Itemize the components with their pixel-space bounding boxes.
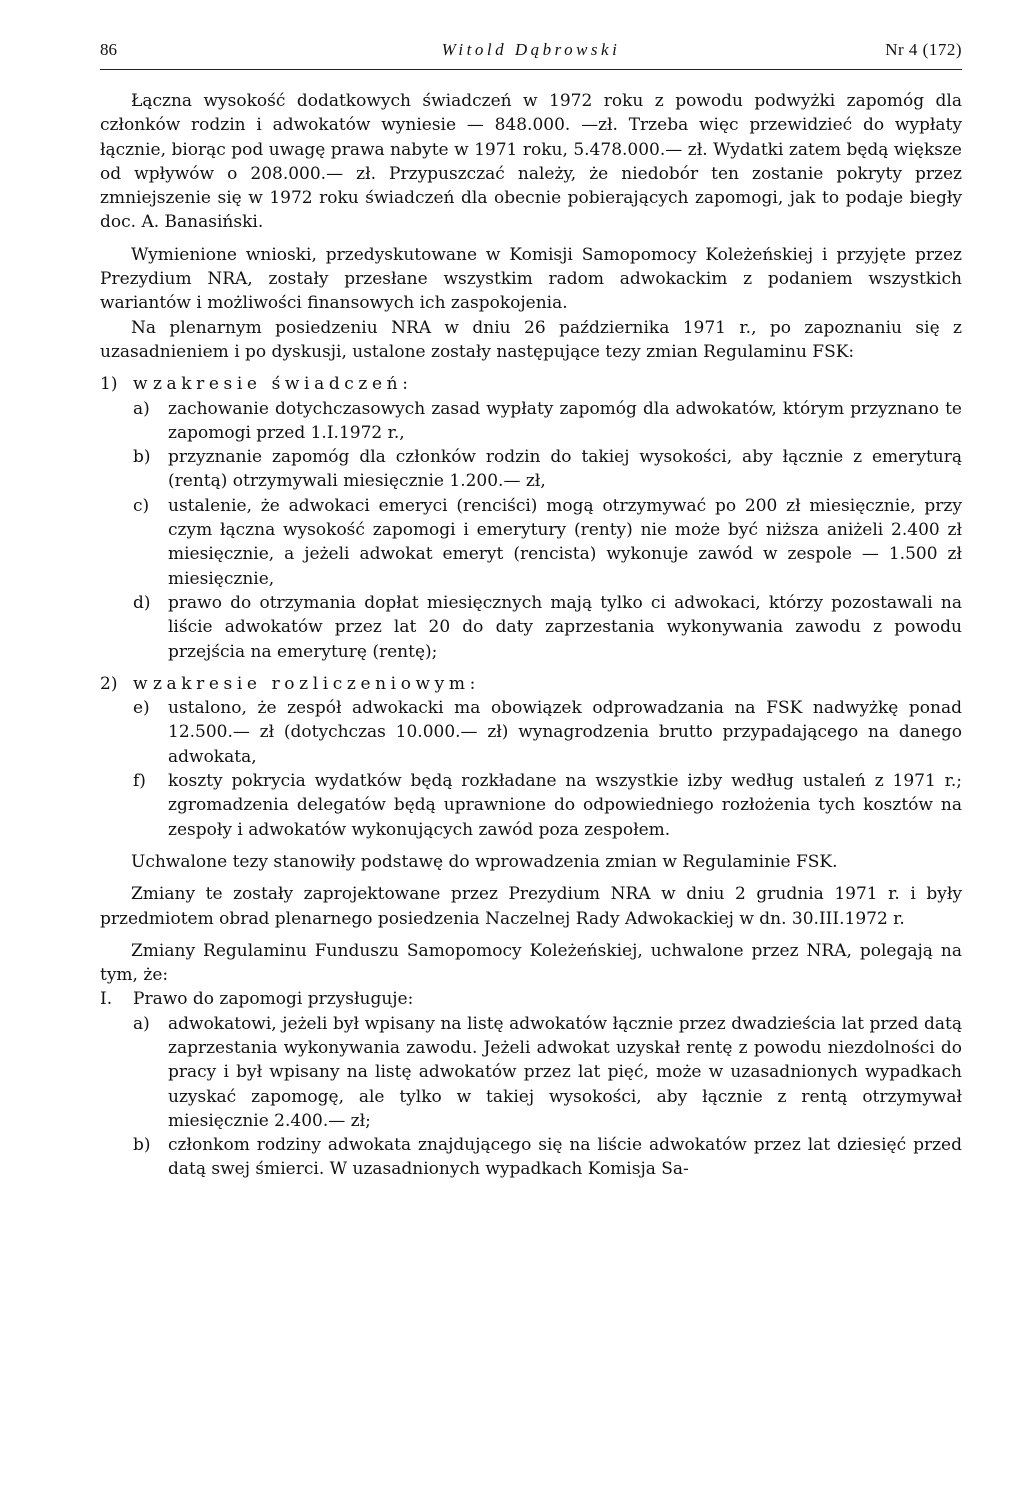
paragraph: Uchwalone tezy stanowiły podstawę do wprowadzenia zmian w Regulaminie FSK. [131, 851, 838, 872]
item-text: przyznanie zapomóg dla członków rodzin do takiej wysokości, aby łącznie z emeryturą (rentą) otrzymywali miesięcznie 1.200.— zł, [168, 447, 962, 492]
item-text: adwokatowi, jeżeli był wpisany na listę adwokatów łącznie przez dwadzieścia lat przed datą zaprzestania wykonywania zawodu. Jeżeli adwokat uzyskał rentę z powodu niezdolności do pracy i był wpisany na listę adwokatów przez lat pięć, może w uzasadnionych wypadkach uzyskać zapomogę, ale tylko w takiej wysokości, aby łącznie z rentą otrzymywał miesięcznie 2.400.— zł; [168, 1013, 962, 1131]
item-text: członkom rodziny adwokata znajdującego się na liście adwokatów przez lat dziesięć przed datą swej śmierci. W uzasadnionych wypadkach Komisja Sa- [168, 1135, 962, 1180]
item-text: zachowanie dotychczasowych zasad wypłaty zapomóg dla adwokatów, którym przyznano te zapomogi przed 1.I.1972 r., [168, 398, 962, 443]
item-label: d) [133, 592, 151, 613]
list-item [100, 1133, 962, 1182]
section-label: I. [100, 989, 113, 1010]
item-label: c) [133, 495, 150, 516]
list-item [100, 696, 962, 769]
item-text: prawo do otrzymania dopłat miesięcznych mają tylko ci adwokaci, którzy pozostawali na liście adwokatów przez lat 20 do daty zaprzestania wykonywania zawodu z powodu przejścia na emeryturę (rentę); [168, 592, 962, 662]
page-header [100, 40, 962, 66]
article-body [100, 89, 962, 1182]
section-title: Prawo do zapomogi przysługuje: [133, 989, 414, 1010]
section-prefix: w [133, 673, 148, 694]
section-prefix: w [133, 374, 148, 395]
paragraph: Zmiany te zostały zaprojektowane przez Prezydium NRA w dniu 2 grudnia 1971 r. i były przedmiotem obrad plenarnego posiedzenia Naczelnej Rady Adwokackiej w dn. 30.III.1972 r. [100, 884, 962, 929]
list-item [100, 769, 962, 842]
section-title: zakresie rozliczeniowym: [152, 673, 480, 694]
list-item [100, 494, 962, 591]
paragraph: Zmiany Regulaminu Funduszu Samopomocy Koleżeńskiej, uchwalone przez NRA, polegają na tym, że: [100, 940, 962, 986]
running-title: Witold Dąbrowski [441, 40, 621, 59]
list-item [100, 397, 962, 446]
header-rule [100, 69, 962, 70]
item-text: ustalenie, że adwokaci emeryci (renciści) mogą otrzymywać po 200 zł miesięcznie, przy czym łączna wysokość zapomogi i emerytury (renty) nie może być niższa aniżeli 2.400 zł miesięcznie, a jeżeli adwokat emeryt (rencista) wykonuje zawód w zespole — 1.500 zł miesięcznie, [168, 495, 962, 589]
item-text: ustalono, że zespół adwokacki ma obowiązek odprowadzania na FSK nadwyżkę ponad 12.500.— zł (dotychczas 10.000.— zł) wynagrodzenia brutto przypadającego na danego adwokata, [168, 698, 962, 767]
page-number: 86 [100, 40, 117, 59]
section-heading [100, 372, 962, 396]
list-item [100, 591, 962, 664]
paragraph: Wymienione wnioski, przedyskutowane w Komisji Samopomocy Koleżeńskiej i przyjęte przez Prezydium NRA, zostały przesłane wszystkim radom adwokackim z podaniem wszystkich wariantów i możliwości finansowych ich zaspokojenia. [100, 244, 962, 314]
item-label: a) [133, 398, 150, 419]
paragraph: Na plenarnym posiedzeniu NRA w dniu 26 października 1971 r., po zapoznaniu się z uzasadnieniem i po dyskusji, ustalone zostały następujące tezy zmian Regulaminu FSK: [100, 317, 962, 362]
list-item [100, 445, 962, 494]
section-label: 2) [100, 673, 118, 694]
item-label: b) [133, 1135, 151, 1156]
item-label: e) [133, 698, 150, 719]
paragraph: Łączna wysokość dodatkowych świadczeń w 1972 roku z powodu podwyżki zapomóg dla członków rodzin i adwokatów wyniesie — 848.000. —zł. Trzeba więc przewidzieć do wypłaty łącznie, biorąc pod uwagę prawa nabyte w 1971 roku, 5.478.000.— zł. Wydatki zatem będą większe od wpływów o 208.000.— zł. Przypuszczać należy, że niedobór ten zostanie pokryty przez zmniejszenie się w 1972 roku świadczeń dla obecnie pobierających zapomogi, jak to podaje biegły doc. A. Banasiński. [100, 91, 962, 233]
item-text: koszty pokrycia wydatków będą rozkładane na wszystkie izby według ustaleń z 1971 r.; zgromadzenia delegatów będą uprawnione do odpowiedniego rozłożenia tych kosztów na zespoły i adwokatów wykonujących zawód poza zespołem. [168, 771, 962, 840]
item-label: b) [133, 447, 151, 468]
section-title: zakresie świadczeń: [152, 374, 413, 395]
section-label: 1) [100, 374, 118, 395]
list-item [100, 1012, 962, 1133]
section-heading [100, 987, 962, 1011]
item-label: a) [133, 1013, 150, 1034]
issue-number: Nr 4 (172) [885, 40, 962, 59]
item-label: f) [133, 771, 146, 792]
section-heading [100, 672, 962, 696]
